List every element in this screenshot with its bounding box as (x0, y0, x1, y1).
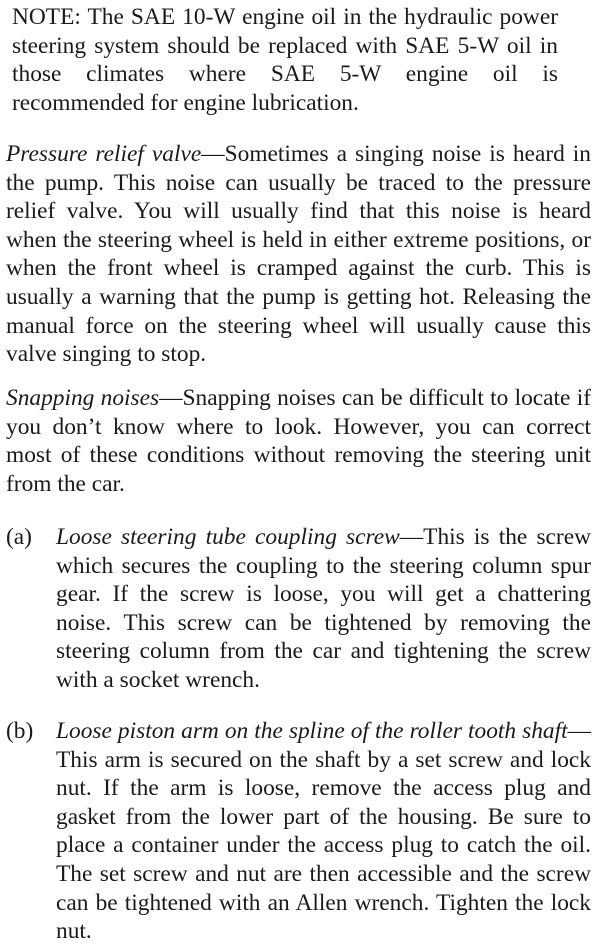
paragraph-text: —Snapping noises can be difficult to locate if you don’t know where to look. However, you can correct most of these conditions without removing the steering unit from the car. (6, 385, 591, 497)
paragraph-term: Pressure relief valve (6, 141, 202, 167)
list-item-b (6, 717, 591, 946)
list-item-label: (a) (6, 524, 32, 550)
list-item-term: Loose steering tube coupling screw (56, 524, 400, 550)
note-paragraph (12, 3, 558, 117)
paragraph-term: Snapping noises (6, 385, 160, 411)
list-item-text: —This arm is secured on the shaft by a set screw and lock nut. If the arm is loose, remove the access plug and gasket from the lower part of the housing. Be sure to place a container under the access plug to catch the oil. The set screw and nut are then accessible and the screw can be tightened with an Allen wrench. Tighten the lock nut. (56, 718, 591, 945)
snapping-noises-paragraph (6, 384, 591, 498)
pressure-relief-valve-paragraph (6, 140, 591, 369)
paragraph-text: —Sometimes a singing noise is heard in the pump. This noise can usually be traced to the pressure relief valve. You will usually find that this noise is heard when the steering wheel is held in either extreme positions, or when the front wheel is cramped against the curb. This is usually a warning that the pump is getting hot. Releasing the manual force on the steering wheel will usually cause this valve singing to stop. (6, 141, 591, 368)
list-item-body (56, 523, 591, 695)
list-item-label: (b) (6, 718, 34, 744)
list-item-text: —This is the screw which secures the coupling to the steering column spur gear. If the screw is loose, you will get a chattering noise. This screw can be tightened by removing the steering column from the car and tightening the screw with a socket wrench. (56, 524, 591, 693)
note-text: NOTE: The SAE 10-W engine oil in the hydraulic power steering system should be replaced with SAE 5-W oil in those climates where SAE 5-W engine oil is recommended for engine lubrication. (12, 4, 558, 116)
list-item-term: Loose piston arm on the spline of the roller tooth shaft (56, 718, 568, 744)
list-item-body (56, 717, 591, 946)
list-item-a (6, 523, 591, 695)
